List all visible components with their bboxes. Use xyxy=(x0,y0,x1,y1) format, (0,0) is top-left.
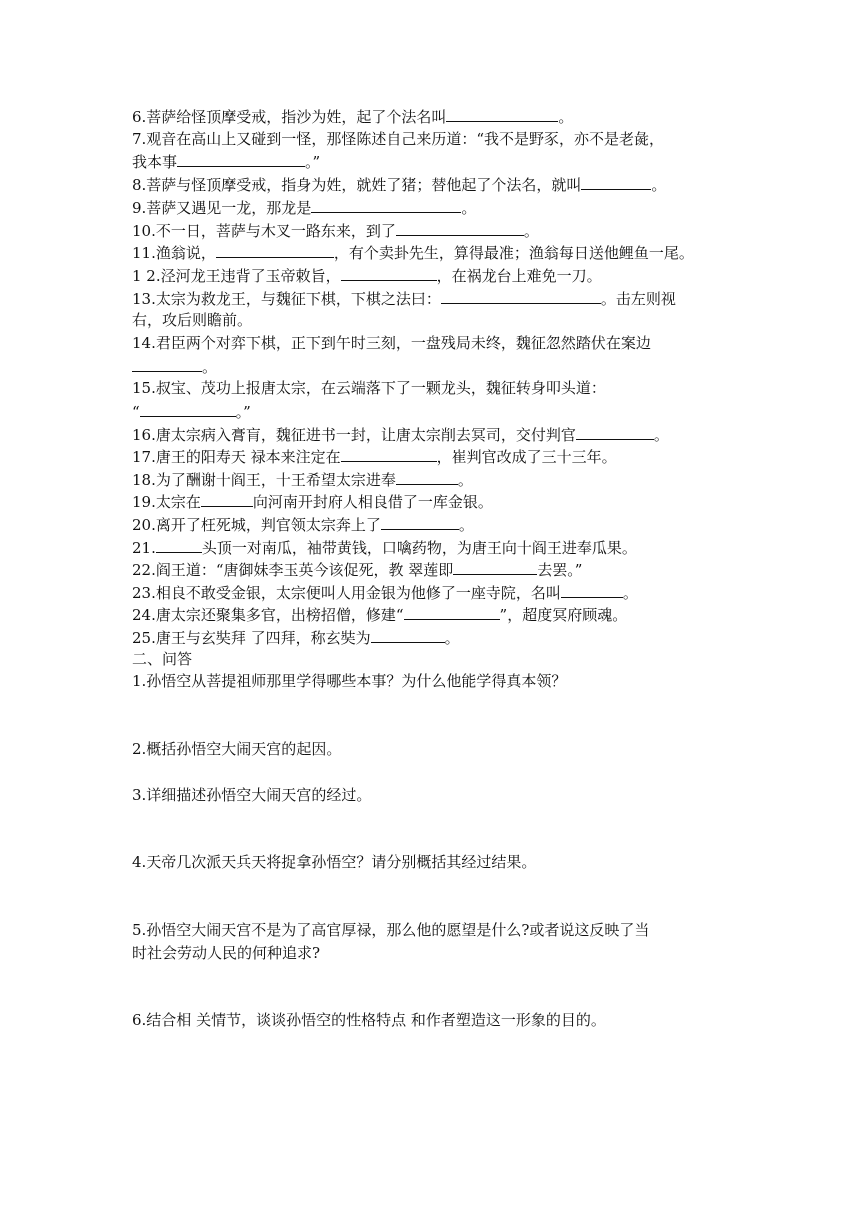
q12-text-2: ，在祸龙台上难免一刀。 xyxy=(436,267,602,285)
q21-text-1: 21. xyxy=(132,539,156,557)
answer-blank[interactable] xyxy=(216,242,334,258)
q6-text-2: 。 xyxy=(558,108,574,126)
q11-text-2: ，有个卖卦先生，算得最准；渔翁每日送他鲤鱼一尾。 xyxy=(333,244,694,262)
q13-text-1: 13.太宗为救龙王，与魏征下棋，下棋之法曰： xyxy=(132,290,441,308)
answer-blank[interactable] xyxy=(341,265,437,281)
q21-text-2: 头顶一对南瓜，袖带黄钱，口噙药物，为唐王向十阎王进奉瓜果。 xyxy=(201,539,637,557)
answer-blank[interactable] xyxy=(311,197,461,213)
answer-blank[interactable] xyxy=(381,514,459,530)
q6-text-1: 6.菩萨给怪顶摩受戒，指沙为姓，起了个法名叫 xyxy=(132,108,447,126)
fill-blank-q18 xyxy=(132,469,473,490)
q7-text-3: 。” xyxy=(305,153,321,171)
q16-text-1: 16.唐太宗病入膏肓，魏征进书一封，让唐太宗削去冥司，交付判官 xyxy=(132,426,576,444)
answer-blank[interactable] xyxy=(404,604,500,620)
fill-blank-q12 xyxy=(132,265,602,286)
q15-text-1: 15.叔宝、茂功上报唐太宗，在云端落下了一颗龙头，魏征转身叩头道： xyxy=(132,379,606,397)
fill-blank-q7-line1 xyxy=(132,129,664,149)
fill-blank-q23 xyxy=(132,582,638,603)
answer-blank[interactable] xyxy=(581,174,651,190)
fill-blank-q14-line2 xyxy=(132,356,217,377)
fill-blank-q21 xyxy=(132,537,637,558)
fill-blank-q15-line2 xyxy=(132,401,251,422)
q25-text-1: 25.唐王与玄奘拜 了四拜，称玄奘为 xyxy=(132,629,371,647)
answer-blank[interactable] xyxy=(396,469,458,485)
q9-text-2: 。 xyxy=(461,199,477,217)
fill-blank-q6 xyxy=(132,106,573,127)
q12-text-1: 1 2.泾河龙王违背了玉帝敕旨， xyxy=(132,267,341,285)
q17-text-1: 17.唐王的阳寿天 禄本来注定在 xyxy=(132,448,341,466)
q13-text-3: 右，攻后则瞻前。 xyxy=(132,311,253,329)
q22-text-2: 去罢。” xyxy=(537,561,583,579)
answer-blank[interactable] xyxy=(341,446,437,462)
answer-blank[interactable] xyxy=(561,582,623,598)
question-1: 1.孙悟空从菩提祖师那里学得哪些本事？为什么他能学得真本领？ xyxy=(132,672,567,690)
q8-text-1: 8.菩萨与怪顶摩受戒，指身为姓，就姓了猪；替他起了个法名，就叫 xyxy=(132,176,582,194)
q15-text-2: “ xyxy=(132,403,140,421)
q18-text-2: 。 xyxy=(457,471,473,489)
fill-blank-q22 xyxy=(132,559,582,580)
answer-blank[interactable] xyxy=(446,106,558,122)
question-2: 2.概括孙悟空大闹天宫的起因。 xyxy=(132,740,342,758)
q15-text-3: 。” xyxy=(235,403,251,421)
question-3: 3.详细描述孙悟空大闹天宫的经过。 xyxy=(132,786,372,804)
answer-blank[interactable] xyxy=(371,627,445,643)
q20-text-2: 。 xyxy=(458,516,474,534)
q22-text-1: 22.阎王道：“唐御妹李玉英今该促死，教 翠莲即 xyxy=(132,561,454,579)
fill-blank-q9 xyxy=(132,197,476,218)
q24-text-1: 24.唐太宗还聚集多官，出榜招僧，修建“ xyxy=(132,606,404,624)
q17-text-2: ，崔判官改成了三十三年。 xyxy=(436,448,617,466)
q13-text-2: 。击左则视 xyxy=(600,290,676,308)
answer-blank[interactable] xyxy=(441,288,601,304)
q24-text-2: ”，超度冥府顾魂。 xyxy=(499,606,628,624)
q14-text-3: 。 xyxy=(202,358,218,376)
answer-blank[interactable] xyxy=(177,151,305,167)
q25-text-2: 。 xyxy=(444,629,460,647)
q23-text-2: 。 xyxy=(622,584,638,602)
answer-blank[interactable] xyxy=(132,356,202,372)
answer-blank[interactable] xyxy=(156,537,202,553)
answer-blank[interactable] xyxy=(140,401,236,417)
q11-text-1: 11.渔翁说， xyxy=(132,244,216,262)
fill-blank-q13-line1 xyxy=(132,288,676,309)
fill-blank-q10 xyxy=(132,220,539,241)
answer-blank[interactable] xyxy=(396,220,524,236)
q8-text-2: 。 xyxy=(651,176,667,194)
q19-text-1: 19.太宗在 xyxy=(132,493,201,511)
q7-text-1: 7.观音在高山上又碰到一怪，那怪陈述自己来历道：“我不是野豕，亦不是老彘， xyxy=(132,130,664,148)
section-two-heading: 二、问答 xyxy=(132,650,193,668)
fill-blank-q14-line1 xyxy=(132,333,651,353)
q7-text-2: 我本事 xyxy=(132,153,178,171)
q18-text-1: 18.为了酬谢十阎王，十王希望太宗进奉 xyxy=(132,471,396,489)
q19-text-2: 向河南开封府人相良借了一库金银。 xyxy=(252,493,493,511)
fill-blank-q15-line1 xyxy=(132,378,606,398)
fill-blank-q24 xyxy=(132,604,627,625)
question-5-line2: 时社会劳动人民的何种追求? xyxy=(132,944,321,962)
fill-blank-q25 xyxy=(132,627,460,648)
q9-text-1: 9.菩萨又遇见一龙，那龙是 xyxy=(132,199,312,217)
q16-text-2: 。 xyxy=(653,426,669,444)
q10-text-2: 。 xyxy=(523,222,539,240)
fill-blank-q13-line2 xyxy=(132,310,252,330)
fill-blank-q7-line2 xyxy=(132,151,320,172)
fill-blank-q19 xyxy=(132,491,493,512)
answer-blank[interactable] xyxy=(201,491,253,507)
answer-blank[interactable] xyxy=(453,559,537,575)
question-4: 4.天帝几次派天兵天将捉拿孙悟空？请分别概括其经过结果。 xyxy=(132,853,537,871)
q23-text-1: 23.相良不敢受金银，太宗便叫人用金银为他修了一座寺院，名叫 xyxy=(132,584,561,602)
fill-blank-q11 xyxy=(132,242,694,263)
fill-blank-q20 xyxy=(132,514,474,535)
q10-text-1: 10.不一日，菩萨与木叉一路东来，到了 xyxy=(132,222,396,240)
answer-blank[interactable] xyxy=(576,424,654,440)
question-5-line1: 5.孙悟空大闹天宫不是为了高官厚禄，那么他的愿望是什么?或者说这反映了当 xyxy=(132,921,650,939)
fill-blank-q17 xyxy=(132,446,617,467)
q14-text-1: 14.君臣两个对弈下棋，正下到午时三刻，一盘残局未终，魏征忽然踏伏在案边 xyxy=(132,334,651,352)
fill-blank-q16 xyxy=(132,424,669,445)
q20-text-1: 20.离开了枉死城，判官领太宗奔上了 xyxy=(132,516,381,534)
question-6: 6.结合相 关情节，谈谈孙悟空的性格特点 和作者塑造这一形象的目的。 xyxy=(132,1011,606,1029)
fill-blank-q8 xyxy=(132,174,666,195)
